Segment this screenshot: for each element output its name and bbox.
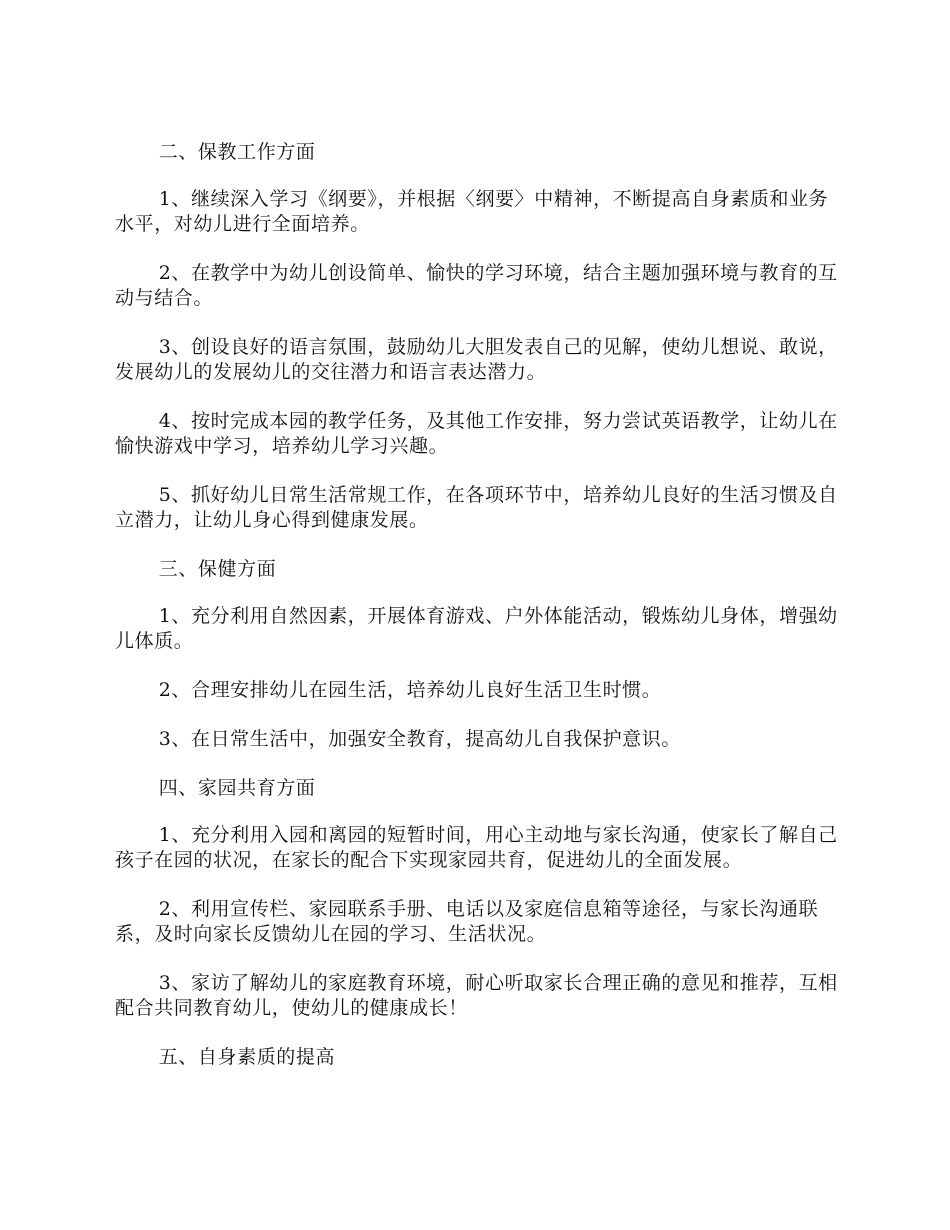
paragraph-baojian-2: 2、合理安排幼儿在园生活，培养幼儿良好生活卫生时惯。 bbox=[158, 679, 662, 701]
paragraph-jiayuan-2: 2、利用宣传栏、家园联系手册、电话以及家庭信息箱等途径，与家长沟通联系，及时向家长反馈幼儿在园的学习、生活状况。 bbox=[115, 898, 819, 945]
document-body bbox=[115, 140, 840, 1092]
section-heading-baojian: 三、保健方面 bbox=[158, 558, 277, 580]
paragraph-jiayuan-3: 3、家访了解幼儿的家庭教育环境，耐心听取家长合理正确的意见和推荐，互相配合共同教育幼儿，使幼儿的健康成长！ bbox=[115, 972, 838, 1019]
paragraph-baojiao-5: 5、抓好幼儿日常生活常规工作，在各项环节中，培养幼儿良好的生活习惯及自立潜力，让幼儿身心得到健康发展。 bbox=[115, 484, 838, 531]
section-heading-jiayuan: 四、家园共育方面 bbox=[158, 777, 316, 799]
section-heading-baojiao: 二、保教工作方面 bbox=[158, 141, 316, 163]
paragraph-jiayuan-1: 1、充分利用入园和离园的短暂时间，用心主动地与家长沟通，使家长了解自己孩子在园的状况，在家长的配合下实现家园共育，促进幼儿的全面发展。 bbox=[115, 824, 838, 871]
paragraph-baojian-3: 3、在日常生活中，加强安全教育，提高幼儿自我保护意识。 bbox=[158, 728, 681, 750]
section-heading-suzhi: 五、自身素质的提高 bbox=[158, 1046, 336, 1068]
paragraph-baojiao-1: 1、继续深入学习《纲要》，并根据〈纲要〉中精神，不断提高自身素质和业务水平，对幼儿进行全面培养。 bbox=[115, 188, 829, 235]
paragraph-baojiao-4: 4、按时完成本园的教学任务，及其他工作安排，努力尝试英语教学，让幼儿在愉快游戏中学习，培养幼儿学习兴趣。 bbox=[115, 410, 838, 457]
paragraph-baojiao-3: 3、创设良好的语言氛围，鼓励幼儿大胆发表自己的见解，使幼儿想说、敢说，发展幼儿的发展幼儿的交往潜力和语言表达潜力。 bbox=[115, 336, 838, 383]
paragraph-baojiao-2: 2、在教学中为幼儿创设简单、愉快的学习环境，结合主题加强环境与教育的互动与结合。 bbox=[115, 262, 838, 309]
paragraph-baojian-1: 1、充分利用自然因素，开展体育游戏、户外体能活动，锻炼幼儿身体，增强幼儿体质。 bbox=[115, 605, 838, 652]
